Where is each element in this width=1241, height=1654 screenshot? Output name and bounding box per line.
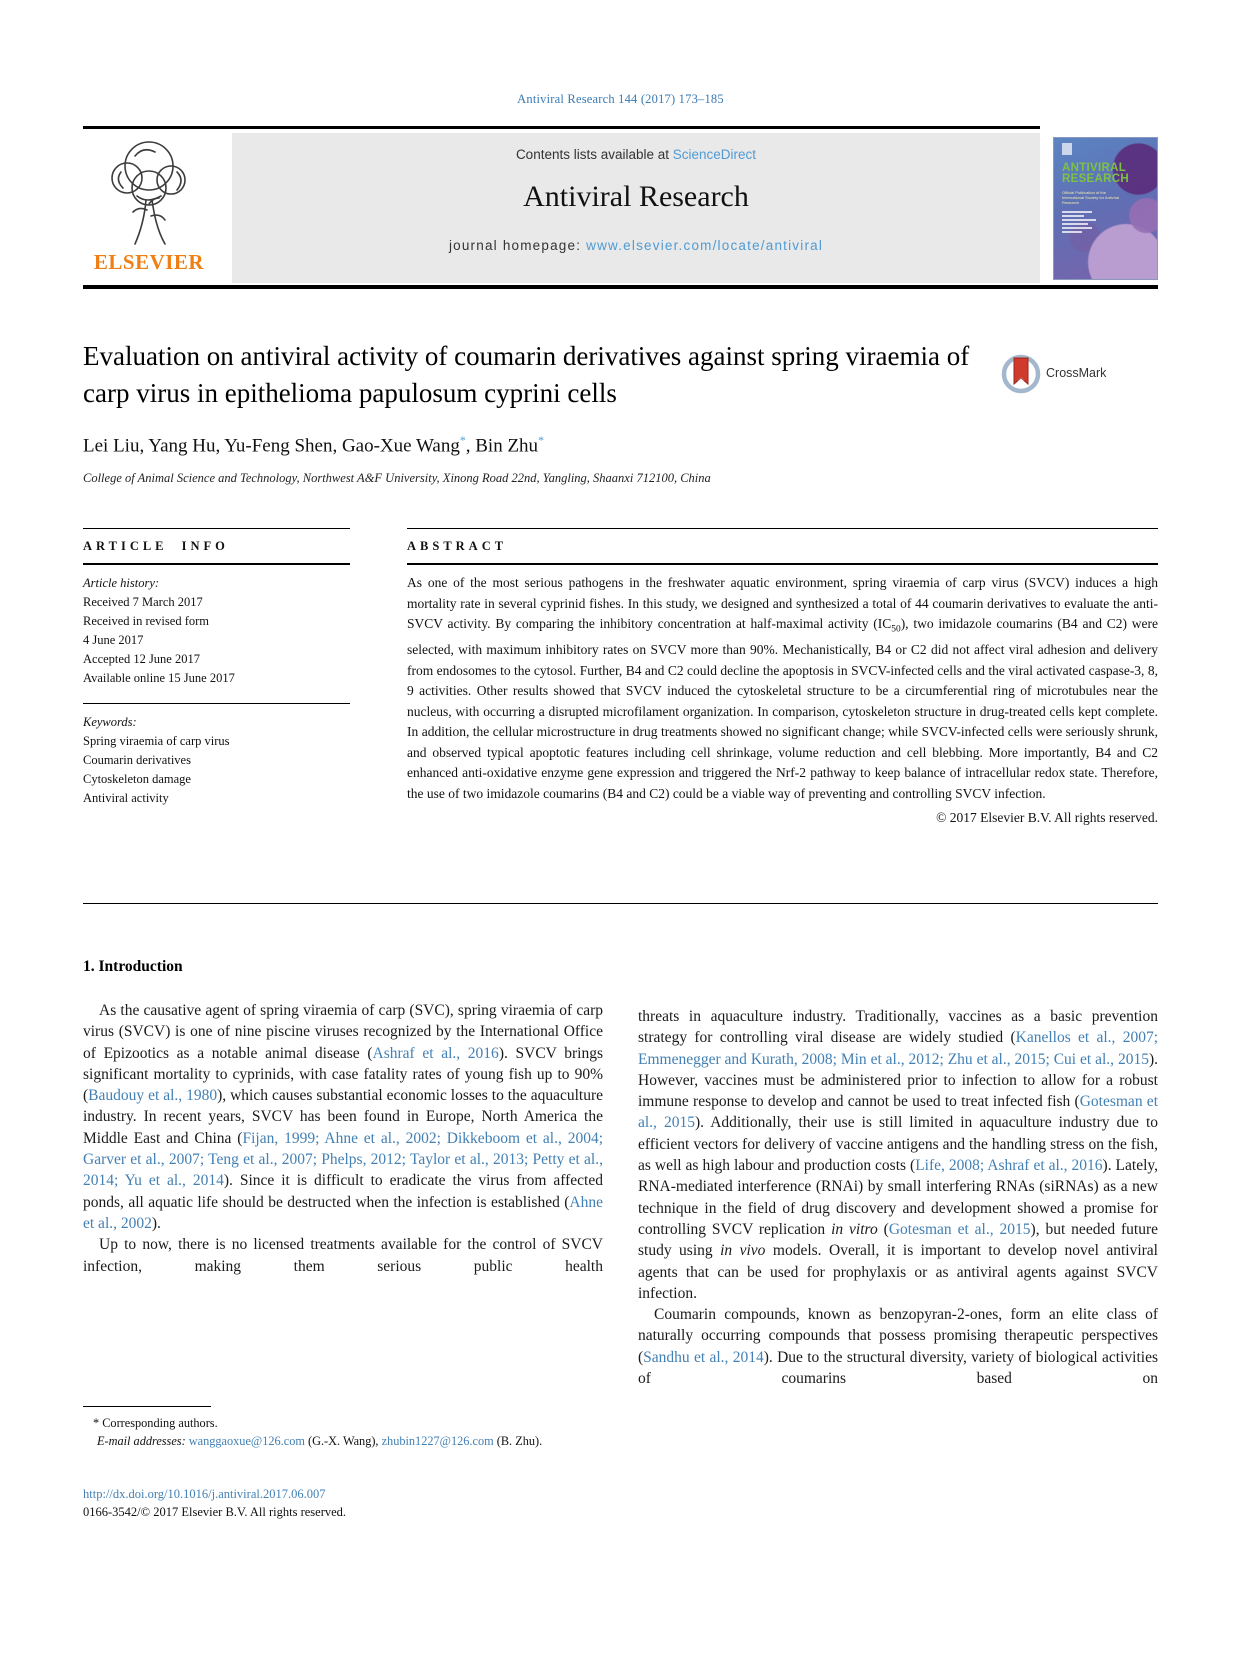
- cover-elsevier-mark: [1062, 143, 1072, 155]
- journal-banner: [232, 133, 1040, 283]
- page-footer: [83, 1487, 346, 1520]
- text-segment: ). Due to the structural diversity, variety of biological activities of coumarins based on: [638, 1348, 1158, 1388]
- text-segment: As the causative agent of spring viraemia of carp (SVC), spring viraemia of carp virus (SVCV) is one of nine piscine viruses recognized by the International Office of Epizootics as a notable animal disease (: [83, 1002, 603, 1062]
- text-segment: (G.-X. Wang),: [304, 1433, 382, 1448]
- text-segment: ), which causes substantial economic losses to the aquaculture industry. In recent years, SVCV has been found in Europe, North America the Middle East and China (: [83, 1087, 603, 1147]
- text-segment: models. Overall, it is important to develop novel antiviral agents that can be used for prophylaxis or as antiviral agents against SVCV infection.: [638, 1242, 1158, 1302]
- article-history: [83, 565, 350, 703]
- inline-link[interactable]: Sandhu et al., 2014: [643, 1348, 764, 1366]
- body-text: [83, 958, 1158, 1389]
- keywords-label: Keywords:: [83, 715, 137, 729]
- cover-journal-title: ANTIVIRAL RESEARCH: [1062, 162, 1129, 185]
- contents-prefix: Contents lists available at: [515, 147, 673, 162]
- text-segment: ).: [151, 1214, 161, 1232]
- text-segment: As one of the most serious pathogens in the freshwater aquatic environment, spring viraemia of carp virus (SVCV) induces a high mortality rate in several cyprinid fishes. In this study, we designed and synthesized a total of 44 coumarin derivatives to evaluate the anti-SVCV activity. By comparing the inhibitory concentration at half-maximal activity (IC: [407, 575, 1158, 631]
- homepage-link[interactable]: www.elsevier.com/locate/antiviral: [586, 238, 824, 253]
- abstract-text: [407, 565, 1158, 804]
- text-segment: (B. Zhu).: [493, 1433, 543, 1448]
- text-segment: ). SVCV brings significant mortality to cyprinids, with case fatality rates of young fish up to 90% (: [83, 1044, 603, 1105]
- text-segment: ). Lately, RNA-mediated interference (RNAi) by small interfering RNAs (siRNAs) as a new technique in the field of drug discovery and development showed a promise for controlling SVCV replication: [638, 1157, 1159, 1238]
- history-line: Received in revised form: [83, 614, 209, 628]
- meta-section: [83, 528, 1158, 826]
- inline-link[interactable]: Gotesman et al., 2015: [638, 1093, 1158, 1132]
- top-divider: [83, 126, 1040, 129]
- text-segment: ), but needed future study using: [638, 1220, 1158, 1260]
- inline-link[interactable]: Life, 2008; Ashraf et al., 2016: [915, 1157, 1103, 1175]
- journal-cover-thumbnail: [1053, 137, 1158, 280]
- text-segment: ). Since it is difficult to eradicate the virus from affected ponds, all aquatic life should be destructed when the infection is established (: [83, 1172, 603, 1211]
- inline-link[interactable]: *: [459, 434, 466, 447]
- inline-link[interactable]: Fijan, 1999; Ahne et al., 2002; Dikkeboom et al., 2004; Garver et al., 2007; Teng et al., 2007; Phelps, 2012; Taylor et al., 2013; Petty et al., 2014; Yu et al., 2014: [83, 1129, 603, 1190]
- text-segment: ). However, vaccines must be administered prior to infection to allow for a robust immune response to develop and cannot be used to treat infected fish (: [638, 1050, 1158, 1111]
- paragraph: [638, 1006, 1158, 1304]
- abstract-column: [407, 528, 1158, 826]
- paragraph: [638, 1304, 1158, 1389]
- elsevier-wordmark: ELSEVIER: [93, 250, 205, 274]
- text-segment: threats in aquaculture industry. Traditionally, vaccines as a basic prevention strategy for controlling viral disease are widely studied (: [638, 1008, 1158, 1047]
- keywords-block: [83, 704, 350, 823]
- text-segment: Coumarin compounds, known as benzopyran-2-ones, form an elite class of naturally occurring compounds that possess promising therapeutic perspectives (: [638, 1306, 1158, 1366]
- text-segment: Lei Liu, Yang Hu, Yu-Feng Shen, Gao-Xue Wang: [83, 435, 460, 457]
- inline-link[interactable]: *: [538, 434, 544, 447]
- cover-subtitle: Official Publication of the International Society for Antiviral Research: [1062, 190, 1120, 205]
- cover-editor-lines: [1062, 211, 1157, 233]
- homepage-prefix: journal homepage:: [448, 238, 587, 253]
- meta-bottom-divider: [83, 903, 1158, 904]
- author-list: [83, 434, 544, 457]
- inline-link[interactable]: zhubin1227@126.com: [381, 1433, 494, 1448]
- inline-link[interactable]: Gotesman et al., 2015: [888, 1220, 1031, 1238]
- history-line: Received 7 March 2017: [83, 595, 203, 609]
- footnote-divider: [83, 1406, 211, 1407]
- corresponding-authors-note: * Corresponding authors.: [93, 1416, 218, 1430]
- article-title: Evaluation on antiviral activity of coumarin derivatives against spring viraemia of carp virus in epithelioma papulosum cyprini cells: [83, 341, 970, 408]
- contents-line: [232, 147, 1040, 162]
- history-label: Article history:: [83, 576, 160, 590]
- history-line: 4 June 2017: [83, 633, 144, 647]
- footnote: [83, 1406, 610, 1450]
- text-segment: ), two imidazole coumarins (B4 and C2) were selected, with maximum inhibitory rates on SVCV more than 90%. Mechanistically, B4 or C2 did not affect viral adhesion and delivery from endosomes to the cytosol. Further, B4 and C2 could decline the apoptosis in SVCV-infected cells and the viral activated caspase-3, 8, 9 activities. Other results showed that SVCV induced the cytoskeletal structure to be a circumferential ring of microtubules near the nucleus, with occurring a disrupted microfilament organization. In comparison, cytoskeleton structure in drug-treated cells kept complete. In addition, the cellular microstructure in drug treatments showed no significant change; while SVCV-infected cells were seriously shrunk, and observed typical apoptotic features including cell shrinkage, volume reduction and cell blebbing. More importantly, B4 and C2 enhanced anti-oxidative enzyme gene expression and triggered the Nrf-2 pathway to keep balance of intracellular redox state. Therefore, the use of two imidazole coumarins (B4 and C2) could be a viable way of preventing and controlling SVCV infection.: [407, 616, 1158, 801]
- journal-citation: Antiviral Research 144 (2017) 173–185: [517, 92, 724, 106]
- inline-link[interactable]: Ashraf et al., 2016: [372, 1044, 499, 1062]
- article-info-column: [83, 528, 350, 826]
- text-segment: , Bin Zhu: [465, 435, 539, 457]
- keyword: Antiviral activity: [83, 791, 169, 805]
- text-segment: E-mail addresses:: [97, 1433, 186, 1448]
- banner-bottom-divider: [83, 285, 1158, 289]
- elsevier-logo: [83, 136, 215, 282]
- crossmark-label: CrossMark: [1046, 366, 1107, 380]
- elsevier-tree-icon: [97, 136, 201, 248]
- text-segment: 50: [891, 624, 901, 635]
- paragraph: [83, 1000, 603, 1234]
- right-column: [638, 958, 1158, 1389]
- abstract-copyright: © 2017 Elsevier B.V. All rights reserved.: [936, 810, 1158, 826]
- text-segment: in vitro: [831, 1220, 878, 1238]
- inline-link[interactable]: Kanellos et al., 2007; Emmenegger and Kurath, 2008; Min et al., 2012; Zhu et al., 2015; Cui et al., 2015: [638, 1029, 1158, 1068]
- abstract-heading: ABSTRACT: [407, 539, 508, 553]
- crossmark-badge[interactable]: [1000, 352, 1106, 394]
- keyword: Cytoskeleton damage: [83, 772, 191, 786]
- inline-link[interactable]: Baudouy et al., 1980: [88, 1087, 218, 1105]
- history-line: Accepted 12 June 2017: [83, 652, 200, 666]
- text-segment: (: [877, 1220, 889, 1238]
- history-line: Available online 15 June 2017: [83, 671, 235, 685]
- text-segment: in vivo: [720, 1242, 766, 1260]
- section-heading-introduction: 1. Introduction: [83, 958, 183, 975]
- left-column: [83, 958, 603, 1389]
- affiliation: College of Animal Science and Technology, Northwest A&F University, Xinong Road 22nd, Yangling, Shaanxi 712100, China: [83, 471, 711, 485]
- sciencedirect-link[interactable]: ScienceDirect: [672, 147, 757, 162]
- article-info-heading: ARTICLE INFO: [83, 539, 229, 553]
- inline-link[interactable]: wanggaoxue@126.com: [188, 1433, 305, 1448]
- text-segment: Up to now, there is no licensed treatments available for the control of SVCV infection, making them serious public health: [83, 1236, 603, 1275]
- keyword: Spring viraemia of carp virus: [83, 734, 230, 748]
- email-addresses: [83, 1433, 610, 1451]
- paragraph: [83, 1234, 603, 1277]
- issn-copyright-line: 0166-3542/© 2017 Elsevier B.V. All rights reserved.: [83, 1505, 347, 1519]
- inline-link[interactable]: Ahne et al., 2002: [83, 1193, 603, 1232]
- doi-link[interactable]: http://dx.doi.org/10.1016/j.antiviral.2017.06.007: [83, 1487, 326, 1501]
- homepage-line: [232, 238, 1040, 253]
- text-segment: ). Additionally, their use is still limited in aquaculture industry due to efficient vectors for delivery of vaccine antigens and the handling stress on the fish, as well as high labour and production costs (: [638, 1114, 1158, 1175]
- journal-title: Antiviral Research: [523, 180, 749, 213]
- crossmark-icon: [1000, 352, 1042, 394]
- keyword: Coumarin derivatives: [83, 753, 191, 767]
